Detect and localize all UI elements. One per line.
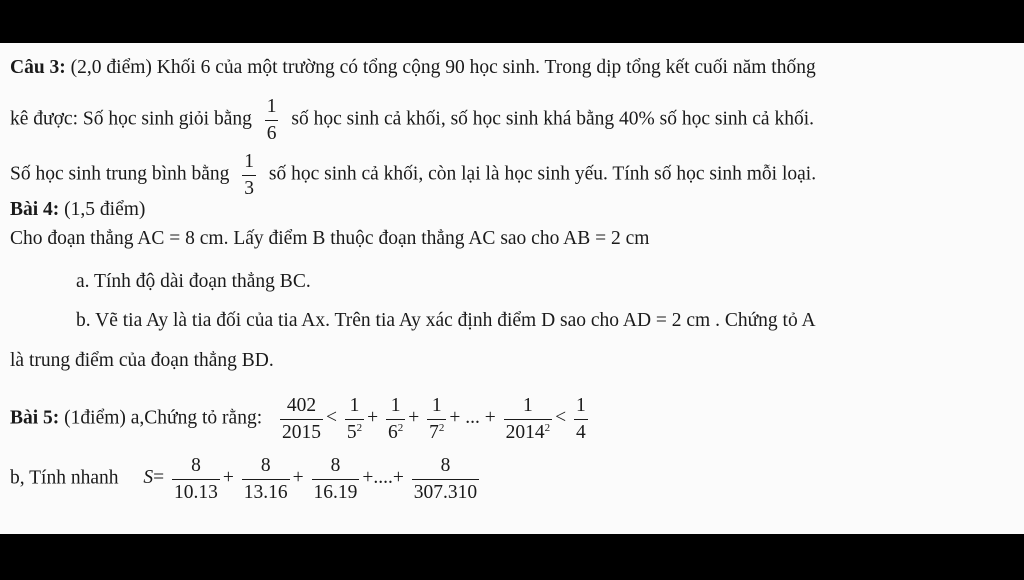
bai5-text-b: b, Tính nhanh bbox=[10, 467, 119, 489]
cau3-line3b: số học sinh cả khối, còn lại là học sinh yếu. Tính số học sinh mỗi loại. bbox=[268, 163, 817, 185]
cau3-line2 bbox=[10, 97, 814, 143]
cau3-line1 bbox=[10, 56, 816, 80]
less-than: < bbox=[326, 407, 337, 429]
bai5-line-b bbox=[10, 456, 482, 502]
plus: + bbox=[408, 407, 420, 429]
frac-8-16.19: $\frac{8}{16.19}$ bbox=[313, 455, 358, 503]
bai4-part-a: a. Tính độ dài đoạn thẳng BC. bbox=[76, 271, 311, 292]
bai4-heading bbox=[10, 198, 145, 222]
bai5-line-a bbox=[10, 396, 591, 442]
sum-expression bbox=[143, 455, 482, 503]
frac-8-307.310: $\frac{8}{307.310}$ bbox=[413, 455, 478, 503]
cau3-line2b: số học sinh cả khối, số học sinh khá bằng 40% số học sinh cả khối. bbox=[291, 108, 814, 130]
frac-1-4: $\frac{1}{4}$ bbox=[576, 395, 586, 443]
frac-1-5sq: $\frac{1}{5^2}$ bbox=[346, 395, 363, 443]
plus: + bbox=[292, 467, 304, 489]
cau3-line3a: Số học sinh trung bình bằng bbox=[10, 163, 230, 185]
fraction-one-sixth: $\frac{1}{6}$ bbox=[266, 96, 277, 144]
plus: + bbox=[367, 407, 379, 429]
document-page bbox=[0, 43, 1024, 534]
bai4-part-b2: là trung điểm của đoạn thẳng BD. bbox=[10, 350, 274, 371]
frac-402-2015: $\frac{402}{2015}$ bbox=[282, 395, 321, 443]
ellipsis-plus: +....+ bbox=[362, 467, 404, 489]
frac-1-6sq: $\frac{1}{6^2}$ bbox=[388, 395, 404, 443]
frac-8-13.16: $\frac{8}{13.16}$ bbox=[243, 455, 288, 503]
bai4-part-b1: b. Vẽ tia Ay là tia đối của tia Ax. Trên tia Ay xác định điểm D sao cho AD = 2 cm . Chứng tỏ A bbox=[76, 310, 816, 331]
bai4-intro: Cho đoạn thẳng AC = 8 cm. Lấy điểm B thuộc đoạn thẳng AC sao cho AB = 2 cm bbox=[10, 228, 650, 249]
less-than: < bbox=[555, 407, 567, 429]
cau3-label: Câu 3: bbox=[10, 57, 66, 78]
cau3-line2a: kê được: Số học sinh giỏi bằng bbox=[10, 108, 252, 130]
bai5-label: Bài 5: bbox=[10, 407, 60, 429]
ellipsis-plus: + ... + bbox=[449, 407, 496, 429]
plus: + bbox=[222, 467, 234, 489]
bai4-label: Bài 4: bbox=[10, 199, 60, 220]
sum-symbol: S bbox=[143, 467, 154, 489]
frac-1-2014sq: $\frac{1}{2014^2}$ bbox=[505, 395, 551, 443]
frac-1-7sq: $\frac{1}{7^2}$ bbox=[429, 395, 445, 443]
equals: = bbox=[153, 467, 165, 489]
cau3-line1-text: (2,0 điểm) Khối 6 của một trường có tổng cộng 90 học sinh. Trong dịp tổng kết cuối năm thống bbox=[65, 57, 816, 78]
cau3-line3 bbox=[10, 152, 816, 198]
bai4-points: (1,5 điểm) bbox=[59, 199, 146, 220]
inequality bbox=[277, 395, 591, 443]
fraction-one-third: $\frac{1}{3}$ bbox=[244, 151, 254, 199]
frac-8-10.13: $\frac{8}{10.13}$ bbox=[174, 455, 218, 503]
bai5-text-a: (1điểm) a,Chứng tỏ rằng: bbox=[59, 407, 263, 429]
